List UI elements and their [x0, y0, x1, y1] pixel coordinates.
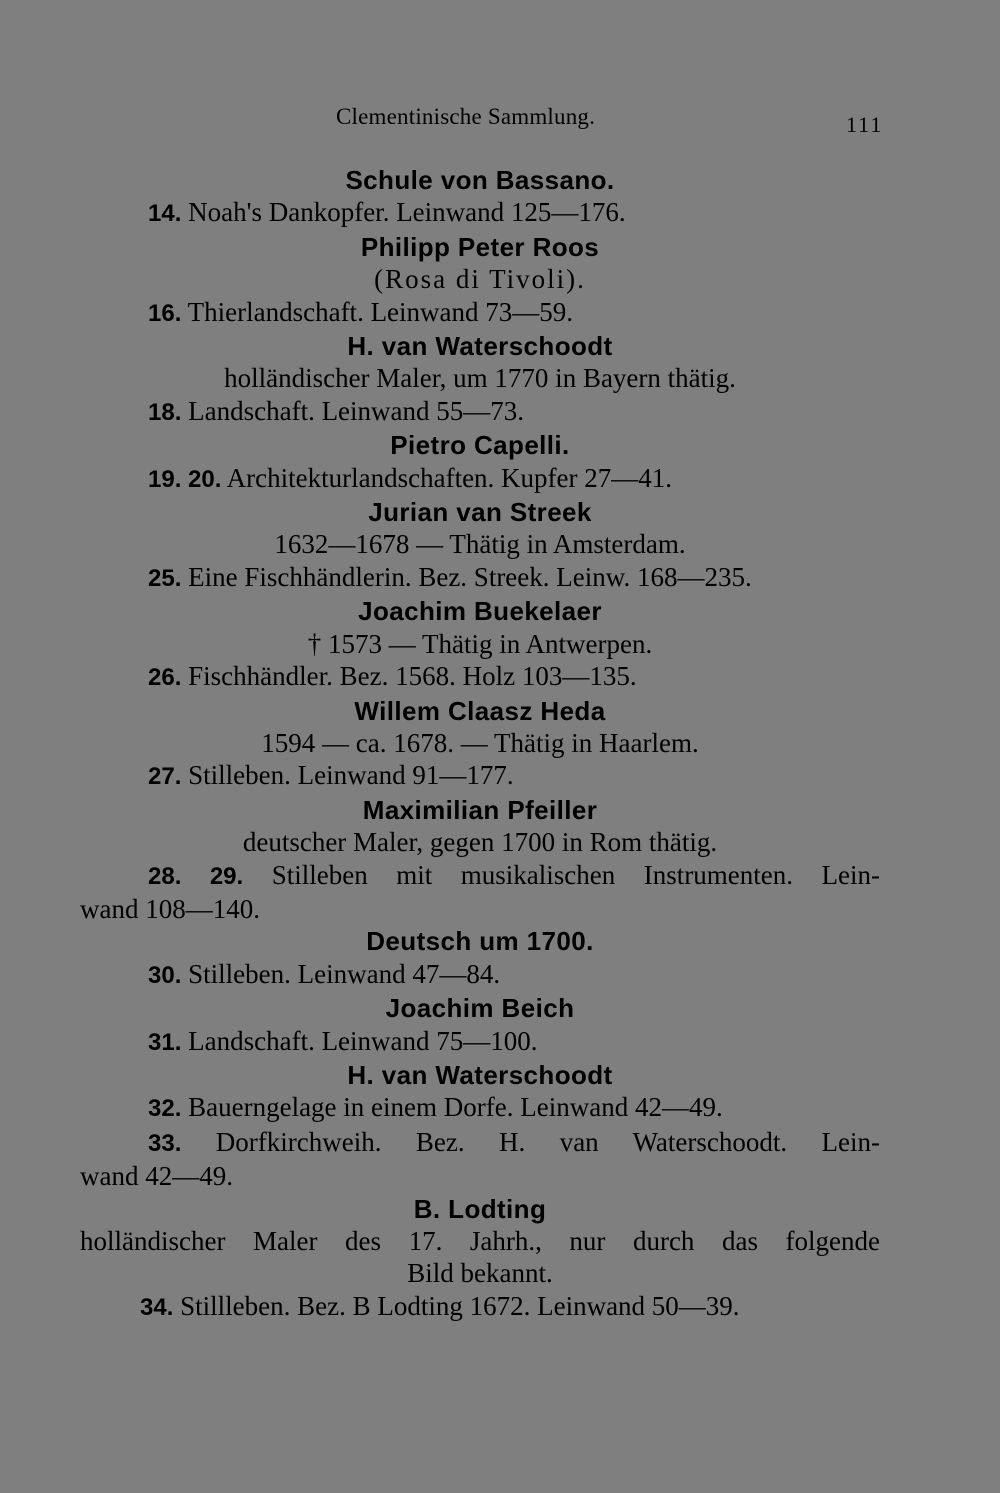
entry-number: 14.	[148, 200, 182, 228]
entry-continuation: wand 42—49.	[80, 1161, 233, 1192]
artist-note: 1632—1678 — Thätig in Amsterdam.	[274, 529, 686, 560]
artist-heading: Jurian van Streek	[368, 497, 592, 528]
artist-heading: Maximilian Pfeiller	[362, 794, 598, 825]
catalogue-entry	[80, 196, 880, 230]
catalogue-entry	[80, 561, 880, 595]
artist-note: † 1573 — Thätig in Antwerpen.	[307, 628, 653, 659]
artist-note: 1594 — ca. 1678. — Thätig in Haarlem.	[261, 727, 699, 758]
entry-text: Thierlandschaft. Leinwand 73—59.	[187, 296, 574, 327]
artist-heading: H. van Waterschoodt	[347, 1059, 613, 1090]
entry-number: 31.	[148, 1028, 182, 1056]
artist-heading: Joachim Buekelaer	[358, 596, 602, 627]
entry-text: Bauerngelage in einem Dorfe. Leinwand 42—49.	[188, 1092, 723, 1123]
entry-number: 33.	[148, 1129, 182, 1157]
entry-number: 26.	[148, 664, 182, 692]
catalogue-entry	[80, 759, 880, 793]
entry-text: Stillleben. Bez. B Lodting 1672. Leinwand 50—39.	[180, 1290, 740, 1321]
catalogue-entry	[80, 1025, 880, 1059]
entry-number: 19. 20.	[148, 465, 222, 493]
artist-note: holländischer Maler des 17. Jahrh., nur durch das folgende	[80, 1226, 880, 1256]
entry-continuation: wand 108—140.	[80, 893, 260, 924]
catalogue-entry	[80, 1091, 880, 1125]
artist-note: deutscher Maler, gegen 1700 in Rom thätig.	[242, 827, 718, 858]
artist-heading: Schule von Bassano.	[345, 165, 615, 195]
entry-text: Stilleben. Leinwand 91—177.	[188, 760, 514, 791]
catalogue-entry	[80, 296, 880, 330]
catalogue-entry	[80, 859, 880, 893]
entry-text: Noah's Dankopfer. Leinwand 125—176.	[188, 197, 626, 228]
catalogue-entry	[80, 1126, 880, 1160]
artist-heading: H. van Waterschoodt	[347, 331, 613, 362]
catalogue-entry	[80, 462, 880, 496]
entry-number: 27.	[148, 763, 182, 791]
entry-text: Eine Fischhändlerin. Bez. Streek. Leinw. 168—235.	[188, 561, 752, 592]
catalogue-entry	[80, 395, 880, 429]
catalogue-entry	[80, 1290, 880, 1324]
entry-text: Fischhändler. Bez. 1568. Holz 103—135.	[188, 661, 637, 692]
entry-number: 28. 29.	[148, 862, 244, 890]
entry-text: Architekturlandschaften. Kupfer 27—41.	[226, 462, 673, 493]
entry-text: Landschaft. Leinwand 75—100.	[188, 1025, 538, 1056]
catalogue-body	[80, 164, 880, 1324]
entry-text: Stilleben mit musikalischen Instrumenten. Lein-	[271, 859, 880, 890]
catalogue-entry	[80, 958, 880, 992]
artist-note: Bild bekannt.	[407, 1258, 553, 1289]
running-head: Clementinische Sammlung.	[336, 104, 596, 129]
artist-heading: Pietro Capelli.	[390, 430, 570, 461]
entry-number: 16.	[148, 299, 182, 327]
artist-note: holländischer Maler, um 1770 in Bayern thätig.	[224, 363, 736, 394]
entry-number: 30.	[148, 961, 182, 989]
artist-heading: B. Lodting	[413, 1193, 547, 1224]
catalogue-entry	[80, 660, 880, 694]
entry-number: 34.	[140, 1293, 174, 1321]
artist-heading: Willem Claasz Heda	[354, 695, 606, 726]
entry-number: 18.	[148, 398, 182, 426]
artist-note: (Rosa di Tivoli).	[374, 264, 586, 295]
artist-heading: Joachim Beich	[385, 993, 575, 1024]
page-number: 111	[846, 112, 884, 137]
artist-heading: Philipp Peter Roos	[360, 231, 600, 262]
entry-text: Stilleben. Leinwand 47—84.	[188, 958, 501, 989]
entry-number: 25.	[148, 564, 182, 592]
artist-heading: Deutsch um 1700.	[366, 926, 594, 957]
entry-text: Dorfkirchweih. Bez. H. van Waterschoodt. Lein-	[215, 1126, 880, 1157]
entry-text: Landschaft. Leinwand 55—73.	[188, 395, 525, 426]
entry-number: 32.	[148, 1095, 182, 1123]
